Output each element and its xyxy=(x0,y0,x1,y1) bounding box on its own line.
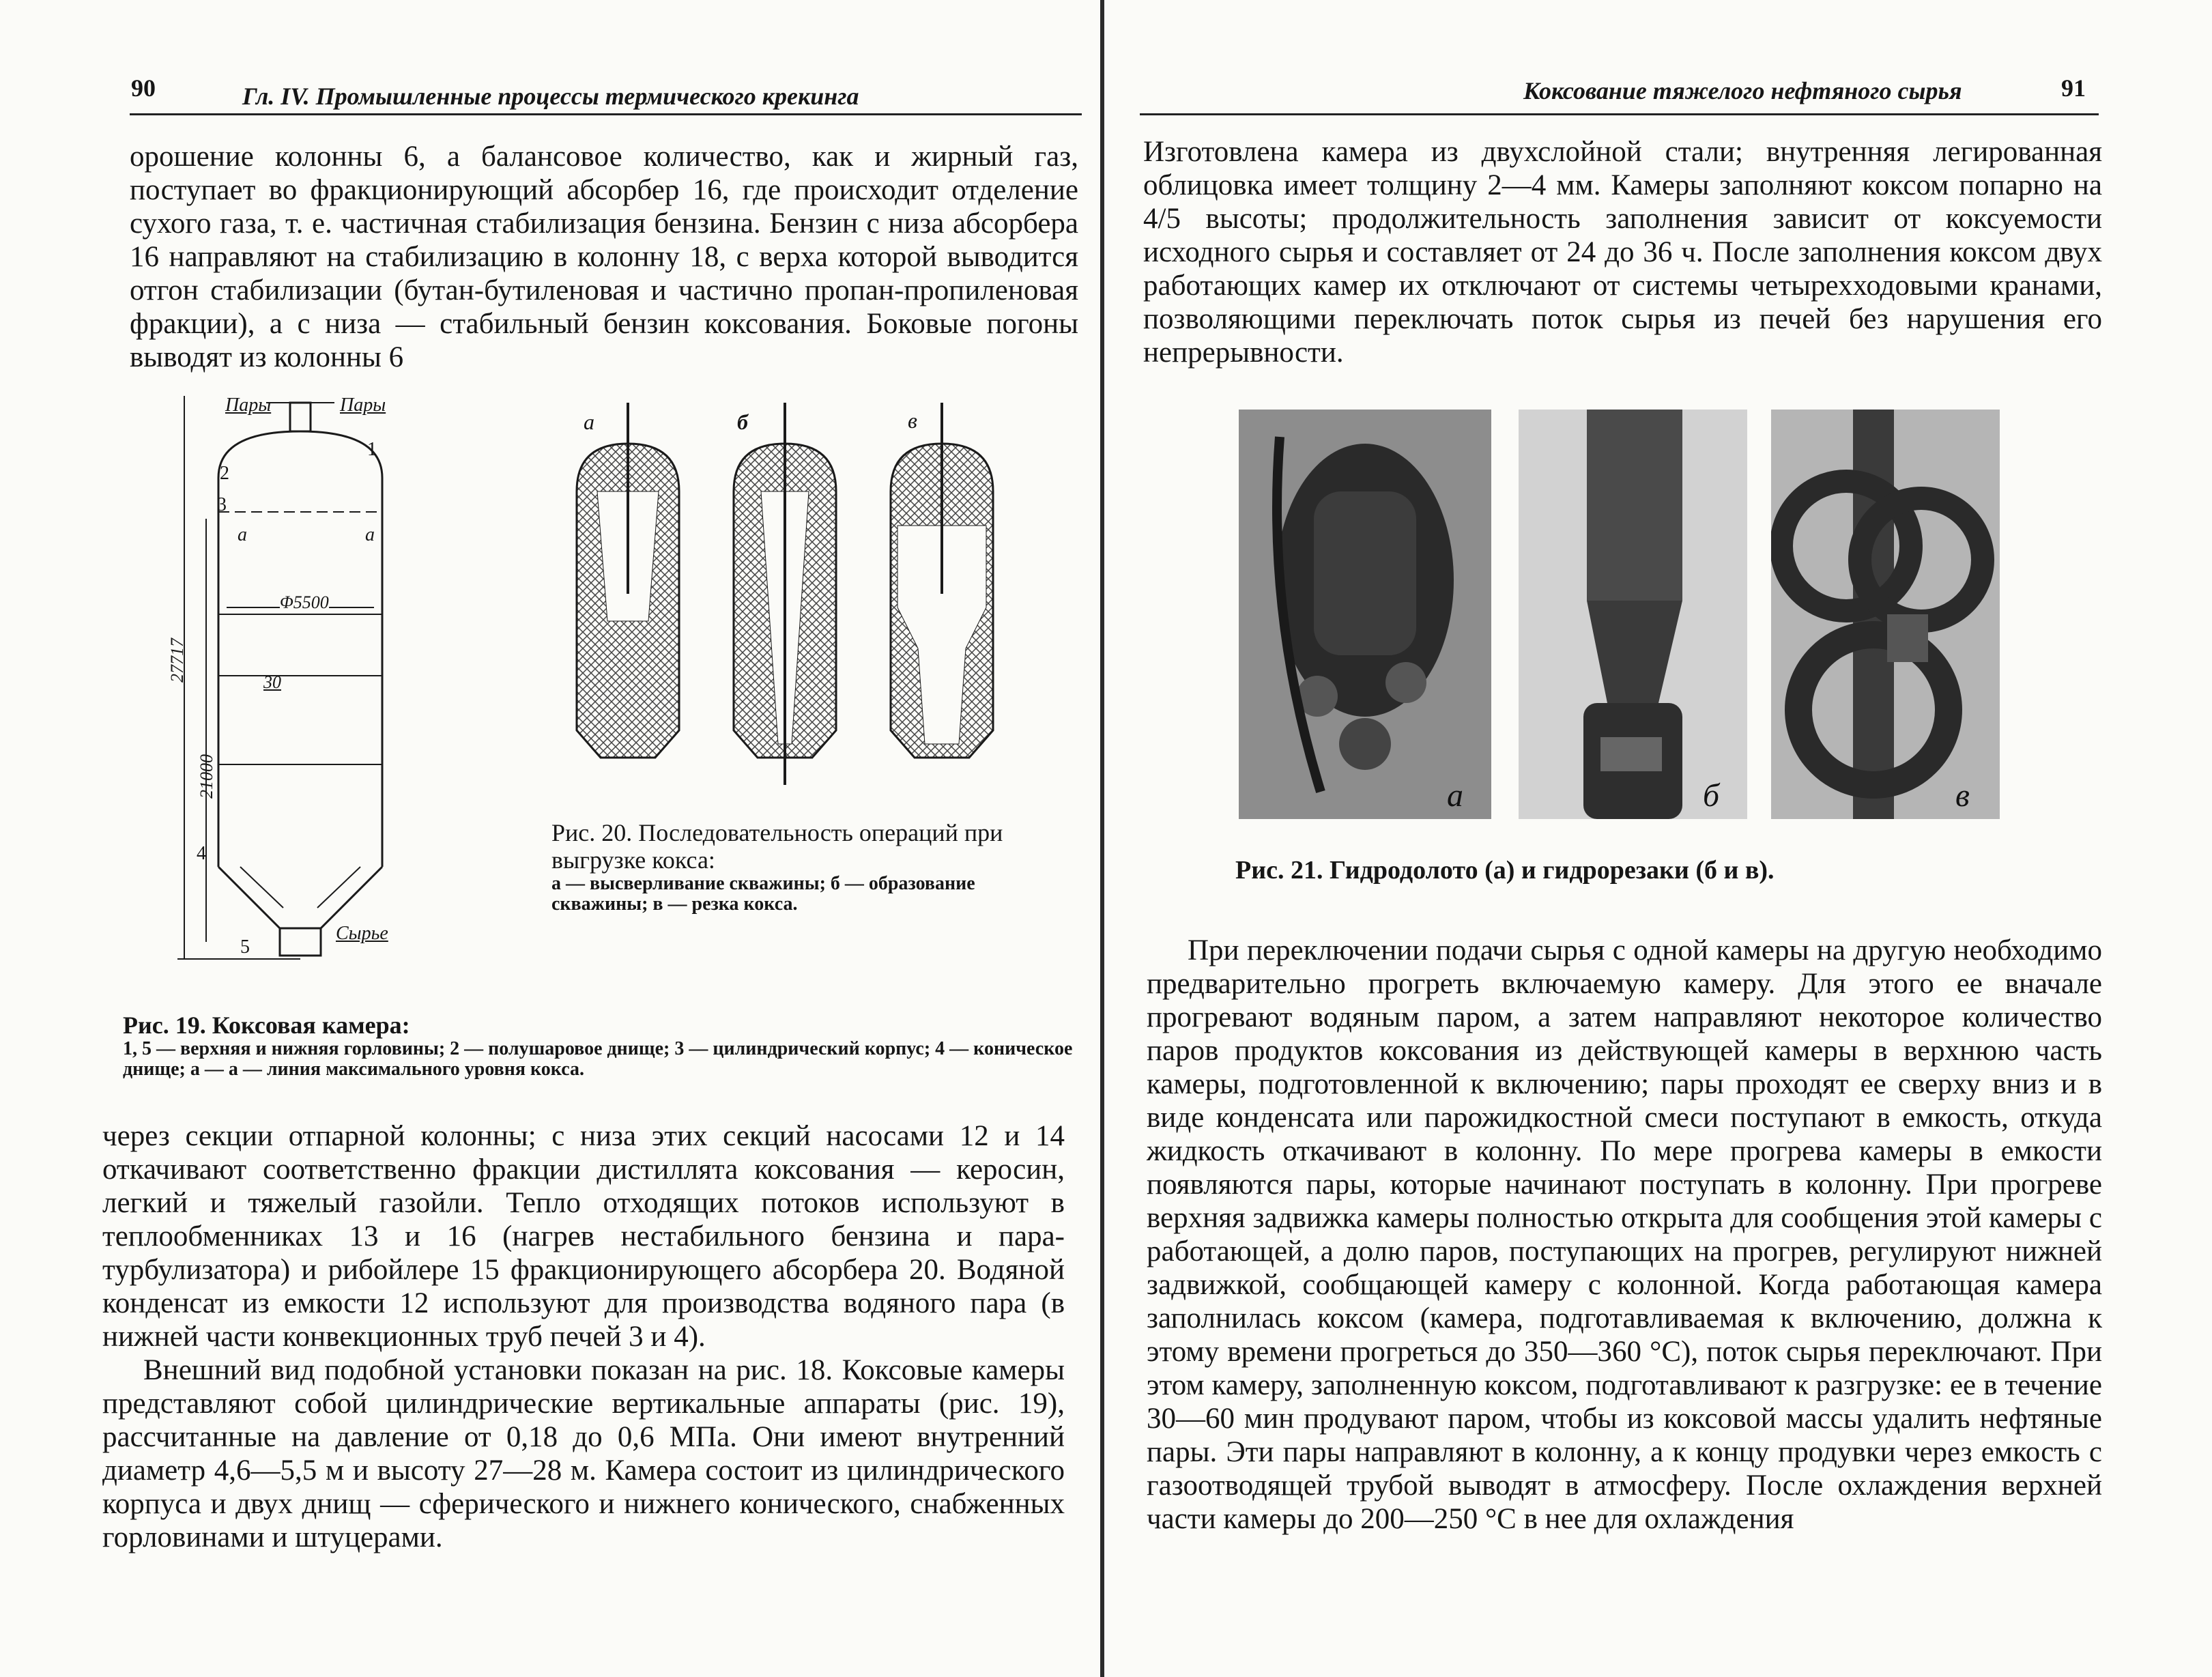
page-number: 90 xyxy=(131,74,156,102)
figure-20-coke-unloading xyxy=(566,403,1058,805)
fig19-caption-title: Рис. 19. Коксовая камера: xyxy=(123,1012,410,1039)
fig19-section: 30 xyxy=(263,672,281,692)
header-rule xyxy=(1140,113,2099,115)
fig19-label-1: 1 xyxy=(367,439,377,460)
photo-hydro-drill xyxy=(1239,410,1491,819)
hemispherical-head xyxy=(218,431,382,478)
fig19-label-3: 3 xyxy=(217,494,227,515)
support xyxy=(240,867,283,908)
fig19-feed: Сырье xyxy=(336,923,388,944)
figure-19-coke-chamber xyxy=(164,382,423,969)
fig20-label-b: б xyxy=(737,410,748,434)
paragraph-bottom-1: через секции отпарной колонны; с низа этих секций насосами 12 и 14 откачивают соответственно фракции дистиллята коксования — керосин, легкий и тяжелый газойли. Тепло отходящих потоков используют в теплообменниках 13 и 16 (нагрев нестабильного бензина и пара-турбулизатора) и рибойлере 15 фракционирующего абсорбера 20. Водяной конденсат из емкости 12 используют для производства водяного пара (в нижней части конвекционных труб печей 3 и 4). xyxy=(102,1120,1065,1353)
fig20-label-a: а xyxy=(584,410,594,434)
page-number: 91 xyxy=(2061,74,2086,102)
fig20-caption-legend: а — высверливание скважины; б — образование скважины; в — резка кокса. xyxy=(551,873,975,915)
paragraph-top: Изготовлена камера из двухслойной стали; внутренняя легированная облицовка имеет толщину 2—4 мм. Камеры заполняют коксом попарно на 4/5 высоты; продолжительность заполнения зависит от коксуемости исходного сырья и составляет от 24 до 36 ч. После заполнения коксом двух работающих камер их отключают от системы четырехходовыми кранами, позволяющими переключать поток сырья из печей без нарушения его непрерывности. xyxy=(1143,136,2102,369)
fig19-label-a-left: а xyxy=(238,524,247,545)
paragraph-top: орошение колонны 6, а балансовое количество, как и жирный газ, поступает во фракционирующий абсорбер 16, где происходит отделение сухого газа, т. е. частичная стабилизация бензина. Бензин с низа абсорбера 16 направляют на стабилизацию в колонну 18, с верха которой выводится отгон стабилизации (бутан-бутиленовая и частично пропан-пропиленовая фракции), а с низа — стабильный бензин коксования. Боковые погоны выводят из колонны 6 xyxy=(130,141,1078,373)
running-header: Гл. IV. Промышленные процессы термического крекинга xyxy=(242,83,859,110)
fig19-height-cyl: 21000 xyxy=(197,754,216,799)
fig19-label-a-right: а xyxy=(365,524,375,545)
running-header: Коксование тяжелого нефтяного сырья xyxy=(1523,77,1962,104)
fig20-caption xyxy=(551,819,1067,915)
right-page xyxy=(1099,0,2212,1677)
fig19-height-total: 27717 xyxy=(167,638,187,683)
header-rule xyxy=(130,113,1082,115)
fig19-vapors-right: Пары xyxy=(340,395,386,416)
fig19-label-2: 2 xyxy=(220,463,229,484)
fig19-vapors-left: Пары xyxy=(225,395,272,416)
fig21-caption: Рис. 21. Гидродолото (а) и гидрорезаки (б и в). xyxy=(1235,856,1775,885)
fig19-label-4: 4 xyxy=(197,843,206,864)
fig20-label-c: в xyxy=(908,408,917,433)
fig21-label-c: в xyxy=(1955,777,1970,814)
fig20-caption-title: Рис. 20. Последовательность операций при выгрузке кокса: xyxy=(551,819,1003,874)
fig21-label-b: б xyxy=(1703,777,1720,814)
fig19-caption xyxy=(123,1012,1078,1080)
photo-hydro-cutter-c xyxy=(1771,410,2000,819)
top-nozzle xyxy=(290,403,311,431)
support xyxy=(317,867,360,908)
paragraph-main: При переключении подачи сырья с одной камеры на другую необходимо предварительно прогреть включаемую камеру. Для этого ее вначале прогревают водяным паром, а затем направляют некоторое количество паров продуктов коксования из действующей камеры в верхнюю часть камеры, подготовленной к включению; пары проходят ее сверху вниз и в виде конденсата или парожидкостной смеси поступают в емкость, откуда жидкость откачивают в колонну. По мере прогрева камеры в емкости появляются пары, которые начинают поступать в колонну. При прогреве верхняя задвижка камеры полностью открыта для сообщения этой камеры с работающей, а долю паров, поступающих на прогрев, регулируют нижней задвижкой, сообщающей камеру с колонной. Когда работающая камера заполнилась коксом (камера, подготавливаемая к включению, должна к этому времени прогреться до 350—360 °С), поток сырья переключают. При этом камеру, заполненную коксом, подготавливают к разгрузке: ее в течение 30—60 мин продувают паром, чтобы из коксовой массы удалить нефтяные пары. Эти пары направляют в колонну, а к концу продувки через емкость с газоотводящей трубой выводят в атмосферу. После охлаждения верхней части камеры до 200—250 °С в нее для охлаждения xyxy=(1147,934,2102,1535)
fig19-label-5: 5 xyxy=(240,936,250,958)
fig19-diameter: Φ5500 xyxy=(280,592,329,612)
conical-head xyxy=(218,867,382,928)
fig19-caption-legend: 1, 5 — верхняя и нижняя горловины; 2 — полушаровое днище; 3 — цилиндрический корпус; 4 — коническое днище; а — а — линия максимального уровня кокса. xyxy=(123,1038,1073,1080)
left-page xyxy=(0,0,1099,1677)
paragraph-bottom-2: Внешний вид подобной установки показан на рис. 18. Коксовые камеры представляют собой цилиндрические вертикальные аппараты (рис. 19), рассчитанные на давление от 0,18 до 0,6 МПа. Они имеют внутренний диаметр 4,6—5,5 м и высоту 27—28 м. Камера состоит из цилиндрического корпуса и двух днищ — сферического и нижнего конического, снабженных горловинами и штуцерами. xyxy=(102,1354,1065,1553)
fig21-label-a: а xyxy=(1447,777,1463,814)
paragraph-bottom xyxy=(102,1119,1065,1554)
bottom-nozzle xyxy=(280,928,321,956)
photo-hydro-cutter-b xyxy=(1519,410,1747,819)
